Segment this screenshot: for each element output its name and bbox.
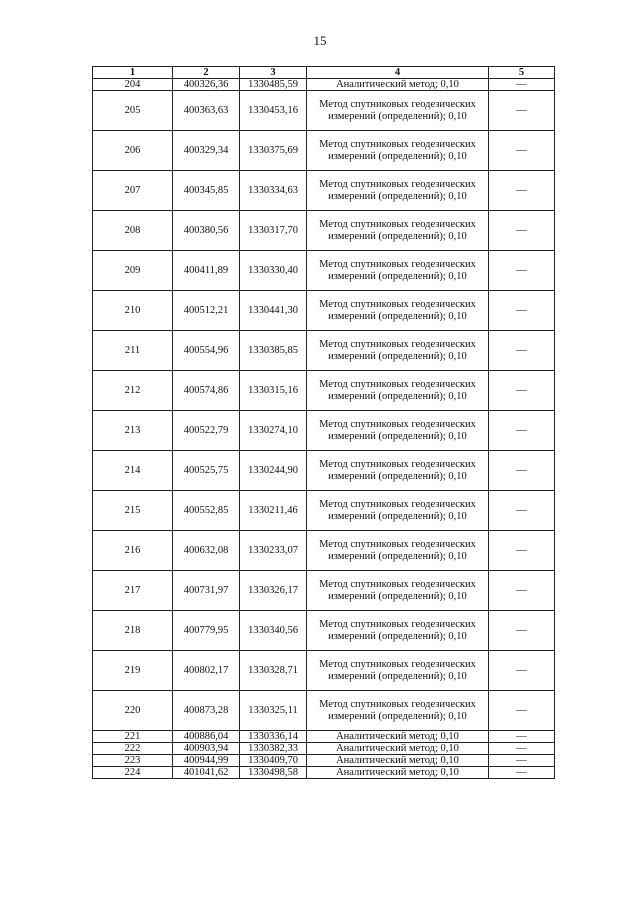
x-coordinate-cell: 400380,56: [173, 211, 240, 251]
x-coordinate-cell: 400329,34: [173, 131, 240, 171]
note-cell: —: [489, 211, 555, 251]
table-row: [93, 171, 555, 211]
note-cell: —: [489, 331, 555, 371]
method-cell: Метод спутниковых геодезических измерений (определений); 0,10: [307, 331, 489, 371]
point-number-cell: 205: [93, 91, 173, 131]
y-coordinate-cell: 1330453,16: [240, 91, 307, 131]
note-cell: —: [489, 611, 555, 651]
x-coordinate-cell: 400779,95: [173, 611, 240, 651]
page-number: 15: [313, 33, 327, 48]
note-cell: —: [489, 131, 555, 171]
table-row: [93, 331, 555, 371]
y-coordinate-cell: 1330244,90: [240, 451, 307, 491]
point-number-cell: 213: [93, 411, 173, 451]
table-row: [93, 691, 555, 731]
x-coordinate-cell: 400574,86: [173, 371, 240, 411]
note-cell: —: [489, 79, 555, 91]
note-cell: —: [489, 91, 555, 131]
note-cell: —: [489, 291, 555, 331]
table-row: [93, 611, 555, 651]
header-col-5: 5: [489, 67, 555, 79]
x-coordinate-cell: 400632,08: [173, 531, 240, 571]
method-cell: Метод спутниковых геодезических измерений (определений); 0,10: [307, 371, 489, 411]
point-number-cell: 218: [93, 611, 173, 651]
note-cell: —: [489, 251, 555, 291]
point-number-cell: 221: [93, 731, 173, 743]
method-cell: Метод спутниковых геодезических измерений (определений); 0,10: [307, 411, 489, 451]
note-cell: —: [489, 755, 555, 767]
table-row: [93, 571, 555, 611]
method-cell: Аналитический метод; 0,10: [307, 767, 489, 779]
y-coordinate-cell: 1330498,58: [240, 767, 307, 779]
y-coordinate-cell: 1330211,46: [240, 491, 307, 531]
x-coordinate-cell: 401041,62: [173, 767, 240, 779]
table-row: [93, 211, 555, 251]
point-number-cell: 215: [93, 491, 173, 531]
method-cell: Аналитический метод; 0,10: [307, 731, 489, 743]
point-number-cell: 214: [93, 451, 173, 491]
table-row: [93, 371, 555, 411]
method-cell: Метод спутниковых геодезических измерений (определений); 0,10: [307, 611, 489, 651]
note-cell: —: [489, 743, 555, 755]
note-cell: —: [489, 371, 555, 411]
x-coordinate-cell: 400903,94: [173, 743, 240, 755]
point-number-cell: 220: [93, 691, 173, 731]
point-number-cell: 219: [93, 651, 173, 691]
table-row: [93, 131, 555, 171]
y-coordinate-cell: 1330233,07: [240, 531, 307, 571]
point-number-cell: 207: [93, 171, 173, 211]
x-coordinate-cell: 400326,36: [173, 79, 240, 91]
y-coordinate-cell: 1330274,10: [240, 411, 307, 451]
point-number-cell: 210: [93, 291, 173, 331]
x-coordinate-cell: 400873,28: [173, 691, 240, 731]
y-coordinate-cell: 1330441,30: [240, 291, 307, 331]
x-coordinate-cell: 400411,89: [173, 251, 240, 291]
table-row: [93, 251, 555, 291]
x-coordinate-cell: 400944,99: [173, 755, 240, 767]
method-cell: Метод спутниковых геодезических измерений (определений); 0,10: [307, 291, 489, 331]
x-coordinate-cell: 400522,79: [173, 411, 240, 451]
table-row: [93, 767, 555, 779]
point-number-cell: 209: [93, 251, 173, 291]
y-coordinate-cell: 1330330,40: [240, 251, 307, 291]
point-number-cell: 217: [93, 571, 173, 611]
point-number-cell: 222: [93, 743, 173, 755]
table-row: [93, 79, 555, 91]
method-cell: Метод спутниковых геодезических измерений (определений); 0,10: [307, 691, 489, 731]
table-row: [93, 451, 555, 491]
point-number-cell: 208: [93, 211, 173, 251]
header-col-3: 3: [240, 67, 307, 79]
method-cell: Метод спутниковых геодезических измерений (определений); 0,10: [307, 171, 489, 211]
method-cell: Аналитический метод; 0,10: [307, 79, 489, 91]
table-row: [93, 411, 555, 451]
method-cell: Аналитический метод; 0,10: [307, 755, 489, 767]
header-col-4: 4: [307, 67, 489, 79]
x-coordinate-cell: 400554,96: [173, 331, 240, 371]
note-cell: —: [489, 767, 555, 779]
method-cell: Метод спутниковых геодезических измерений (определений); 0,10: [307, 491, 489, 531]
note-cell: —: [489, 571, 555, 611]
table-row: [93, 91, 555, 131]
note-cell: —: [489, 411, 555, 451]
y-coordinate-cell: 1330326,17: [240, 571, 307, 611]
y-coordinate-cell: 1330375,69: [240, 131, 307, 171]
note-cell: —: [489, 651, 555, 691]
method-cell: Метод спутниковых геодезических измерений (определений); 0,10: [307, 451, 489, 491]
note-cell: —: [489, 451, 555, 491]
x-coordinate-cell: 400731,97: [173, 571, 240, 611]
y-coordinate-cell: 1330409,70: [240, 755, 307, 767]
note-cell: —: [489, 691, 555, 731]
y-coordinate-cell: 1330334,63: [240, 171, 307, 211]
x-coordinate-cell: 400345,85: [173, 171, 240, 211]
table-row: [93, 651, 555, 691]
x-coordinate-cell: 400552,85: [173, 491, 240, 531]
y-coordinate-cell: 1330336,14: [240, 731, 307, 743]
note-cell: —: [489, 491, 555, 531]
point-number-cell: 216: [93, 531, 173, 571]
header-col-2: 2: [173, 67, 240, 79]
x-coordinate-cell: 400525,75: [173, 451, 240, 491]
point-number-cell: 223: [93, 755, 173, 767]
table-body: [93, 79, 555, 779]
table-row: [93, 755, 555, 767]
note-cell: —: [489, 731, 555, 743]
y-coordinate-cell: 1330328,71: [240, 651, 307, 691]
y-coordinate-cell: 1330385,85: [240, 331, 307, 371]
y-coordinate-cell: 1330340,56: [240, 611, 307, 651]
method-cell: Аналитический метод; 0,10: [307, 743, 489, 755]
method-cell: Метод спутниковых геодезических измерений (определений); 0,10: [307, 91, 489, 131]
method-cell: Метод спутниковых геодезических измерений (определений); 0,10: [307, 531, 489, 571]
point-number-cell: 206: [93, 131, 173, 171]
y-coordinate-cell: 1330315,16: [240, 371, 307, 411]
y-coordinate-cell: 1330485,59: [240, 79, 307, 91]
header-col-1: 1: [93, 67, 173, 79]
point-number-cell: 211: [93, 331, 173, 371]
point-number-cell: 212: [93, 371, 173, 411]
x-coordinate-cell: 400886,04: [173, 731, 240, 743]
point-number-cell: 204: [93, 79, 173, 91]
table-row: [93, 531, 555, 571]
note-cell: —: [489, 531, 555, 571]
x-coordinate-cell: 400363,63: [173, 91, 240, 131]
table-row: [93, 743, 555, 755]
method-cell: Метод спутниковых геодезических измерений (определений); 0,10: [307, 211, 489, 251]
y-coordinate-cell: 1330382,33: [240, 743, 307, 755]
x-coordinate-cell: 400802,17: [173, 651, 240, 691]
table-row: [93, 731, 555, 743]
table-row: [93, 491, 555, 531]
y-coordinate-cell: 1330325,11: [240, 691, 307, 731]
method-cell: Метод спутниковых геодезических измерений (определений); 0,10: [307, 571, 489, 611]
table-row: [93, 291, 555, 331]
method-cell: Метод спутниковых геодезических измерений (определений); 0,10: [307, 651, 489, 691]
table-header-row: [93, 67, 555, 79]
point-number-cell: 224: [93, 767, 173, 779]
coordinates-table: [92, 66, 555, 779]
x-coordinate-cell: 400512,21: [173, 291, 240, 331]
method-cell: Метод спутниковых геодезических измерений (определений); 0,10: [307, 131, 489, 171]
method-cell: Метод спутниковых геодезических измерений (определений); 0,10: [307, 251, 489, 291]
note-cell: —: [489, 171, 555, 211]
y-coordinate-cell: 1330317,70: [240, 211, 307, 251]
